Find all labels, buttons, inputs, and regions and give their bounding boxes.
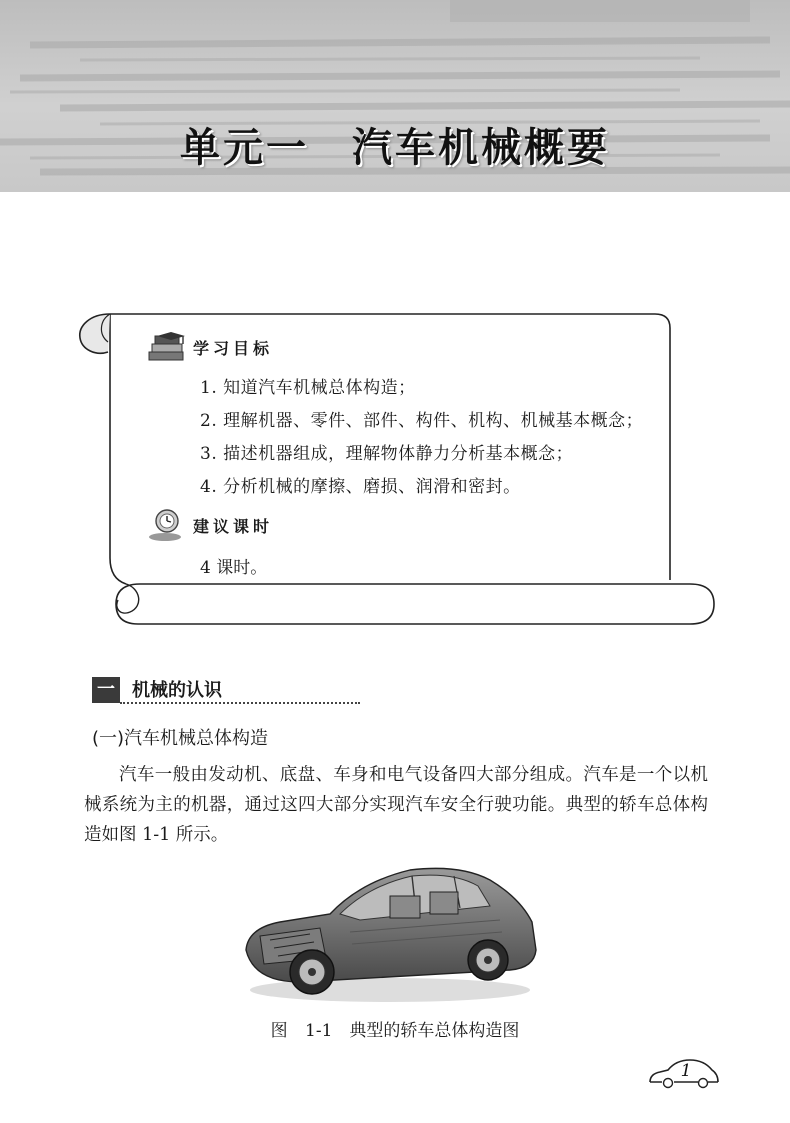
objective-item: 2. 理解机器、零件、部件、构件、机构、机械基本概念； bbox=[200, 411, 644, 431]
objectives-heading: 学习目标 bbox=[193, 339, 274, 358]
chapter-header-band bbox=[0, 0, 790, 192]
books-icon bbox=[145, 330, 189, 364]
clock-icon bbox=[147, 507, 187, 543]
car-outline-icon bbox=[646, 1054, 722, 1090]
objective-item: 1. 知道汽车机械总体构造； bbox=[200, 378, 416, 398]
hours-text: 4 课时。 bbox=[200, 558, 268, 578]
figure-caption: 图 1-1 典型的轿车总体构造图 bbox=[270, 1021, 520, 1041]
section-title: 机械的认识 bbox=[132, 680, 222, 701]
front-wheel bbox=[290, 950, 334, 994]
objective-item: 4. 分析机械的摩擦、磨损、润滑和密封。 bbox=[200, 477, 521, 497]
objective-item: 3. 描述机器组成，理解物体静力分析基本概念； bbox=[200, 444, 574, 464]
hours-heading: 建议课时 bbox=[193, 517, 274, 536]
page-number: 1 bbox=[680, 1061, 692, 1081]
rear-wheel bbox=[468, 940, 508, 980]
subsection-title: (一)汽车机械总体构造 bbox=[92, 728, 269, 749]
car-cutaway-illustration bbox=[240, 840, 540, 1010]
section-number-badge: 一 bbox=[92, 677, 120, 703]
body-paragraph: 汽车一般由发动机、底盘、车身和电气设备四大部分组成。汽车是一个以机械系统为主的机器，通过这四大部分实现汽车安全行驶功能。典型的轿车总体构造如图 1-1 所示。 bbox=[84, 765, 708, 845]
unit-title: 单元一 汽车机械概要 bbox=[180, 125, 610, 171]
objectives-list bbox=[200, 372, 643, 504]
section-dotted-rule bbox=[120, 702, 360, 704]
